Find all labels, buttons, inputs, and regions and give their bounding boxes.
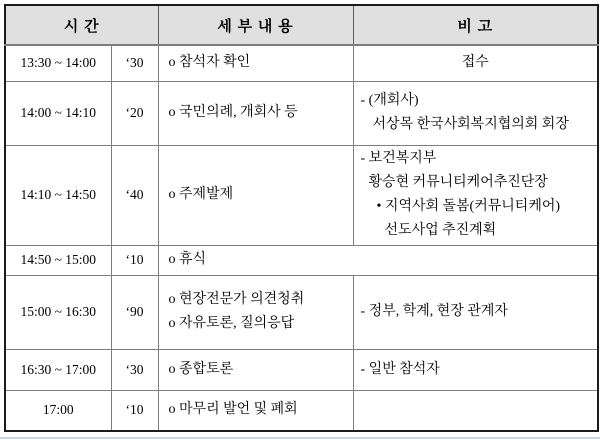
note-line: - 정부, 학계, 현장 관계자	[360, 304, 508, 319]
time-cell: 13:30 ~ 14:00	[5, 45, 111, 81]
note-line: 접수	[461, 55, 489, 71]
note-cell	[353, 349, 598, 390]
time-cell: 14:00 ~ 14:10	[5, 81, 111, 145]
details-cell	[158, 275, 353, 349]
detail-line: o 종합토론	[168, 361, 234, 377]
details-cell	[158, 349, 353, 390]
note-line: 선도사업 추진계획	[384, 223, 497, 238]
detail-line: o 마무리 발언 및 폐회	[168, 402, 298, 418]
details-cell	[158, 145, 353, 245]
details-cell	[158, 45, 353, 81]
table-row	[5, 275, 598, 349]
col-header-details: 세 부 내 용	[158, 5, 353, 45]
table-row	[5, 390, 598, 431]
note-cell	[353, 145, 598, 245]
col-header-note: 비 고	[353, 5, 598, 45]
time-cell: 16:30 ~ 17:00	[5, 349, 111, 390]
duration-cell: ‘10	[111, 245, 158, 275]
agenda-table	[4, 4, 599, 432]
detail-line: o 자유토론, 질의응답	[168, 316, 295, 331]
table-row	[5, 245, 598, 275]
detail-line: o 휴식	[168, 252, 207, 267]
table-row	[5, 81, 598, 145]
note-cell	[353, 45, 598, 81]
detail-line: o 참석자 확인	[168, 55, 251, 71]
detail-line: o 국민의례, 개회사 등	[168, 105, 298, 120]
details-cell	[158, 81, 353, 145]
note-line: - 보건복지부	[360, 151, 437, 166]
note-line: 서상목 한국사회복지협의회 회장	[372, 117, 569, 132]
note-line: • 지역사회 돌봄(커뮤니티케어)	[376, 199, 561, 214]
note-cell	[353, 81, 598, 145]
table-row	[5, 349, 598, 390]
time-cell: 14:50 ~ 15:00	[5, 245, 111, 275]
time-cell: 17:00	[5, 390, 111, 431]
table-row	[5, 145, 598, 245]
duration-cell: ‘40	[111, 145, 158, 245]
detail-line: o 주제발제	[168, 187, 234, 202]
window-edge-line	[0, 437, 600, 439]
note-cell	[353, 275, 598, 349]
note-cell	[353, 390, 598, 431]
duration-cell: ‘30	[111, 349, 158, 390]
header-row	[5, 5, 598, 45]
details-cell	[158, 245, 598, 275]
detail-line: o 현장전문가 의견청취	[168, 292, 305, 307]
note-line: - 일반 참석자	[360, 361, 440, 377]
details-cell	[158, 390, 353, 431]
duration-cell: ‘20	[111, 81, 158, 145]
note-line: 황승현 커뮤니티케어추진단장	[368, 175, 548, 190]
note-line: - (개회사)	[360, 93, 419, 108]
duration-cell: ‘10	[111, 390, 158, 431]
time-cell: 15:00 ~ 16:30	[5, 275, 111, 349]
duration-cell: ‘90	[111, 275, 158, 349]
time-cell: 14:10 ~ 14:50	[5, 145, 111, 245]
col-header-time: 시 간	[5, 5, 158, 45]
duration-cell: ‘30	[111, 45, 158, 81]
table-row	[5, 45, 598, 81]
